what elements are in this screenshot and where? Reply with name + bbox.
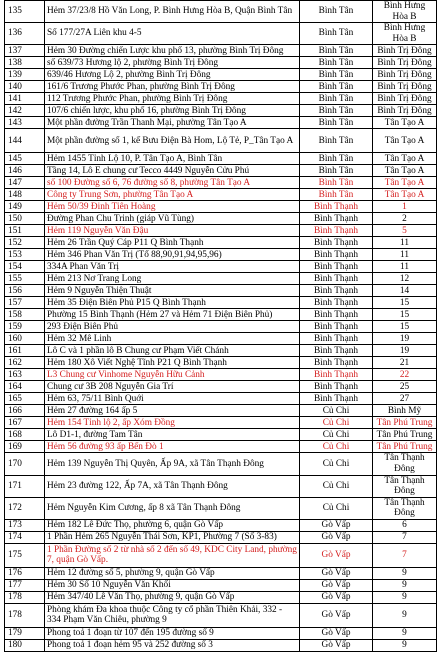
ward-cell: Bình Trị Đông: [373, 81, 437, 93]
table-row: [5, 117, 437, 129]
ward-cell: Bình Trị Đông: [373, 93, 437, 105]
address-cell: số 639/73 Hương lộ 2, phường Bình Trị Đông: [45, 57, 300, 69]
address-cell: Hẻm 35 Điện Biên Phủ P15 Q Bình Thạnh: [45, 297, 300, 309]
row-number-cell: 176: [5, 567, 45, 579]
row-number-cell: 159: [5, 321, 45, 333]
ward-cell: Bình Hưng Hòa B: [373, 1, 437, 23]
address-cell: L3 Chung cư Vinhome Nguyễn Hữu Cảnh: [45, 369, 300, 381]
row-number-cell: 167: [5, 417, 45, 429]
district-cell: Gò Vấp: [300, 603, 373, 627]
address-cell: Hẻm 37/23/8 Hồ Văn Long, P. Bình Hưng Hòa B, Quận Bình Tân: [45, 1, 300, 23]
address-cell: Phòng khám Đa khoa thuộc Công ty cổ phần Thiên Khải, 332 - 334 Phạm Văn Chiêu, phường 9: [45, 603, 300, 627]
row-number-cell: 162: [5, 357, 45, 369]
ward-cell: Tân Tạo A: [373, 117, 437, 129]
district-cell: Bình Thạnh: [300, 333, 373, 345]
address-cell: Hẻm 23 đường 122, Ấp 7A, xã Tân Thạnh Đông: [45, 475, 300, 497]
row-number-cell: 141: [5, 93, 45, 105]
row-number-cell: 149: [5, 201, 45, 213]
table-row: [5, 177, 437, 189]
lockdown-area-table: [4, 0, 437, 652]
address-cell: Phong toả 1 đoạn từ 107 đến 195 đường số 9: [45, 627, 300, 639]
address-cell: 161/6 Trương Phước Phan, phường Bình Trị Đông: [45, 81, 300, 93]
district-cell: Gò Vấp: [300, 591, 373, 603]
ward-cell: Tân Thạnh Đông: [373, 497, 437, 519]
address-cell: Lô C và 1 phần lô B Chung cư Phạm Viết Chánh: [45, 345, 300, 357]
district-cell: Bình Thạnh: [300, 345, 373, 357]
district-cell: Bình Thạnh: [300, 261, 373, 273]
district-cell: Củ Chi: [300, 475, 373, 497]
ward-cell: Tân Thạnh Đông: [373, 453, 437, 475]
row-number-cell: 171: [5, 475, 45, 497]
district-cell: Bình Thạnh: [300, 393, 373, 405]
table-row: [5, 429, 437, 441]
district-cell: Bình Tân: [300, 153, 373, 165]
address-cell: Hẻm 182 Lê Đức Thọ, phường 6, quận Gò Vấp: [45, 519, 300, 531]
ward-cell: 7: [373, 543, 437, 567]
row-number-cell: 135: [5, 1, 45, 23]
district-cell: Gò Vấp: [300, 579, 373, 591]
ward-cell: 2: [373, 213, 437, 225]
table-row: [5, 261, 437, 273]
district-cell: Bình Thạnh: [300, 321, 373, 333]
row-number-cell: 166: [5, 405, 45, 417]
table-row: [5, 69, 437, 81]
ward-cell: 27: [373, 393, 437, 405]
row-number-cell: 148: [5, 189, 45, 201]
address-cell: Số 177/27A Liên khu 4-5: [45, 23, 300, 45]
address-cell: Hẻm Nguyễn Kim Cương, ấp 8 xã Tân Thạnh Đông: [45, 497, 300, 519]
address-cell: Hẻm 213 Nơ Trang Long: [45, 273, 300, 285]
address-cell: Chung cư 3B 208 Nguyễn Gia Trí: [45, 381, 300, 393]
address-cell: Lô D1-1, đường Tam Tân: [45, 429, 300, 441]
row-number-cell: 152: [5, 237, 45, 249]
district-cell: Bình Thạnh: [300, 225, 373, 237]
address-cell: Hẻm 56 đường 93 ấp Bến Đò 1: [45, 441, 300, 453]
table-row: [5, 591, 437, 603]
ward-cell: 11: [373, 261, 437, 273]
row-number-cell: 177: [5, 579, 45, 591]
address-cell: Hẻm 26 Trần Quý Cáp P11 Q Bình Thạnh: [45, 237, 300, 249]
table-row: [5, 189, 437, 201]
district-cell: Bình Thạnh: [300, 213, 373, 225]
table-row: [5, 497, 437, 519]
address-cell: Hẻm 27 đường 164 ấp 5: [45, 405, 300, 417]
table-row: [5, 153, 437, 165]
row-number-cell: 165: [5, 393, 45, 405]
table-row: [5, 1, 437, 23]
row-number-cell: 140: [5, 81, 45, 93]
district-cell: Gò Vấp: [300, 627, 373, 639]
district-cell: Bình Tân: [300, 1, 373, 23]
table-row: [5, 345, 437, 357]
address-cell: Hẻm 63, 75/11 Bình Quới: [45, 393, 300, 405]
table-row: [5, 57, 437, 69]
ward-cell: Tân Thạnh Đông: [373, 475, 437, 497]
ward-cell: 19: [373, 345, 437, 357]
district-cell: Bình Tân: [300, 129, 373, 153]
table-row: [5, 357, 437, 369]
district-cell: Bình Thạnh: [300, 237, 373, 249]
table-row: [5, 23, 437, 45]
ward-cell: 5: [373, 225, 437, 237]
district-cell: Củ Chi: [300, 453, 373, 475]
row-number-cell: 138: [5, 57, 45, 69]
ward-cell: Tân Tạo A: [373, 153, 437, 165]
address-cell: Công ty Trung Sơn, phường Tân Tạo A: [45, 189, 300, 201]
address-cell: Hẻm 180 Xô Viết Nghệ Tĩnh P21 Q Bình Thạnh: [45, 357, 300, 369]
table-row: [5, 273, 437, 285]
row-number-cell: 156: [5, 285, 45, 297]
row-number-cell: 173: [5, 519, 45, 531]
address-cell: Hẻm 30 Số 10 Nguyễn Văn Khối: [45, 579, 300, 591]
district-cell: Củ Chi: [300, 497, 373, 519]
table-row: [5, 81, 437, 93]
district-cell: Bình Tân: [300, 189, 373, 201]
district-cell: Bình Thạnh: [300, 201, 373, 213]
table-row: [5, 297, 437, 309]
table-row: [5, 165, 437, 177]
row-number-cell: 146: [5, 165, 45, 177]
row-number-cell: 178: [5, 591, 45, 603]
table-row: [5, 639, 437, 651]
row-number-cell: 151: [5, 225, 45, 237]
ward-cell: 22: [373, 369, 437, 381]
row-number-cell: 172: [5, 497, 45, 519]
district-cell: Bình Thạnh: [300, 285, 373, 297]
ward-cell: 7: [373, 531, 437, 543]
ward-cell: Tân Tạo A: [373, 189, 437, 201]
address-cell: Hẻm 32 Mê Linh: [45, 333, 300, 345]
table-row: [5, 321, 437, 333]
row-number-cell: 150: [5, 213, 45, 225]
row-number-cell: 178: [5, 603, 45, 627]
ward-cell: Bình Trị Đông: [373, 57, 437, 69]
ward-cell: Tân Tạo A: [373, 129, 437, 153]
row-number-cell: 174: [5, 531, 45, 543]
row-number-cell: 157: [5, 297, 45, 309]
district-cell: Bình Thạnh: [300, 273, 373, 285]
table-row: [5, 309, 437, 321]
district-cell: Bình Tân: [300, 45, 373, 57]
ward-cell: 19: [373, 333, 437, 345]
district-cell: Bình Tân: [300, 93, 373, 105]
ward-cell: 9: [373, 567, 437, 579]
table-row: [5, 441, 437, 453]
ward-cell: 9: [373, 579, 437, 591]
district-cell: Bình Thạnh: [300, 297, 373, 309]
ward-cell: Tân Phú Trung: [373, 429, 437, 441]
address-cell: Hẻm 30 Đường chiến Lược khu phố 13, phường Bình Trị Đông: [45, 45, 300, 57]
table-row: [5, 213, 437, 225]
ward-cell: 1: [373, 201, 437, 213]
address-cell: 107/6 chiến lược, khu phố 16, phường Bình Trị Đông: [45, 105, 300, 117]
district-cell: Bình Tân: [300, 177, 373, 189]
district-cell: Củ Chi: [300, 429, 373, 441]
ward-cell: 9: [373, 591, 437, 603]
row-number-cell: 180: [5, 639, 45, 651]
row-number-cell: 147: [5, 177, 45, 189]
row-number-cell: 139: [5, 69, 45, 81]
ward-cell: 9: [373, 639, 437, 651]
district-cell: Củ Chi: [300, 441, 373, 453]
table-row: [5, 519, 437, 531]
district-cell: Gò Vấp: [300, 543, 373, 567]
row-number-cell: 158: [5, 309, 45, 321]
address-cell: Hẻm 9 Nguyễn Thiện Thuật: [45, 285, 300, 297]
address-cell: 1 Phần Hẻm 265 Nguyễn Thái Sơn, KP1, Phường 7 (Số 3-83): [45, 531, 300, 543]
table-row: [5, 453, 437, 475]
address-cell: Hẻm 1455 Tỉnh Lộ 10, P. Tân Tạo A, Bình Tân: [45, 153, 300, 165]
address-cell: Đường Phan Chu Trinh (giáp Vũ Tùng): [45, 213, 300, 225]
address-cell: Hẻm 12 đường số 5, phường 9, quận Gò Vấp: [45, 567, 300, 579]
table-row: [5, 201, 437, 213]
ward-cell: Tân Phú Trung: [373, 417, 437, 429]
address-cell: Hẻm 346 Phan Văn Trị (Tổ 88,90,91,94,95,96): [45, 249, 300, 261]
row-number-cell: 153: [5, 249, 45, 261]
district-cell: Bình Thạnh: [300, 309, 373, 321]
address-cell: Hẻm 154 Tỉnh lộ 2, ấp Xóm Đồng: [45, 417, 300, 429]
address-cell: số 100 Đường số 6, 76 đường số 8, phường Tân Tạo A: [45, 177, 300, 189]
row-number-cell: 169: [5, 441, 45, 453]
district-cell: Bình Tân: [300, 117, 373, 129]
ward-cell: 11: [373, 249, 437, 261]
district-cell: Bình Thạnh: [300, 369, 373, 381]
ward-cell: Bình Trị Đông: [373, 45, 437, 57]
ward-cell: 15: [373, 297, 437, 309]
row-number-cell: 142: [5, 105, 45, 117]
row-number-cell: 163: [5, 369, 45, 381]
table-row: [5, 285, 437, 297]
ward-cell: Bình Trị Đông: [373, 69, 437, 81]
district-cell: Gò Vấp: [300, 519, 373, 531]
address-cell: Một phần đường số 1, kế Bưu Điện Bà Hom, Lộ Tẻ, P_Tân Tạo A: [45, 129, 300, 153]
table-row: [5, 333, 437, 345]
row-number-cell: 155: [5, 273, 45, 285]
district-cell: Bình Tân: [300, 23, 373, 45]
row-number-cell: 179: [5, 627, 45, 639]
row-number-cell: 143: [5, 117, 45, 129]
address-cell: 293 Điện Biên Phủ: [45, 321, 300, 333]
address-cell: Tầng 14, Lô E chung cư Tecco 4449 Nguyễn Cửu Phú: [45, 165, 300, 177]
table-row: [5, 405, 437, 417]
address-cell: Hẻm 139 Nguyễn Thị Quyên, Ấp 9A, xã Tân Thạnh Đông: [45, 453, 300, 475]
table-row: [5, 417, 437, 429]
row-number-cell: 144: [5, 129, 45, 153]
address-cell: Một phần đường Trần Thanh Mại, phường Tân Tạo A: [45, 117, 300, 129]
district-cell: Bình Tân: [300, 69, 373, 81]
address-cell: Phong toả 1 đoạn hẻm 95 và 252 đường số 3: [45, 639, 300, 651]
table-body: [5, 1, 437, 652]
district-cell: Củ Chi: [300, 405, 373, 417]
table-row: [5, 543, 437, 567]
table-row: [5, 603, 437, 627]
table-row: [5, 381, 437, 393]
table-row: [5, 129, 437, 153]
table-row: [5, 627, 437, 639]
ward-cell: 15: [373, 309, 437, 321]
table-row: [5, 369, 437, 381]
ward-cell: 25: [373, 381, 437, 393]
table-row: [5, 475, 437, 497]
address-cell: 112 Trương Phước Phan, phường Bình Trị Đông: [45, 93, 300, 105]
ward-cell: 15: [373, 321, 437, 333]
row-number-cell: 160: [5, 333, 45, 345]
ward-cell: Tân Tạo A: [373, 165, 437, 177]
address-cell: Hẻm 50/39 Đinh Tiên Hoàng: [45, 201, 300, 213]
ward-cell: Bình Trị Đông: [373, 105, 437, 117]
district-cell: Củ Chi: [300, 417, 373, 429]
ward-cell: 21: [373, 357, 437, 369]
district-cell: Bình Tân: [300, 81, 373, 93]
address-cell: Phường 15 Bình Thạnh (Hẻm 27 và Hẻm 71 Điện Biên Phủ): [45, 309, 300, 321]
ward-cell: Tân Phú Trung: [373, 441, 437, 453]
address-cell: Hẻm 119 Nguyễn Văn Đậu: [45, 225, 300, 237]
row-number-cell: 161: [5, 345, 45, 357]
ward-cell: Tân Tạo A: [373, 177, 437, 189]
district-cell: Bình Thạnh: [300, 381, 373, 393]
table-row: [5, 105, 437, 117]
ward-cell: 6: [373, 519, 437, 531]
ward-cell: 9: [373, 603, 437, 627]
ward-cell: 9: [373, 627, 437, 639]
row-number-cell: 164: [5, 381, 45, 393]
district-cell: Bình Tân: [300, 165, 373, 177]
ward-cell: 11: [373, 237, 437, 249]
ward-cell: 12: [373, 273, 437, 285]
table-row: [5, 225, 437, 237]
address-cell: Hẻm 347/40 Lê Văn Thọ, phường 9, quận Gò Vấp: [45, 591, 300, 603]
address-cell: 1 Phần Đường số 2 từ nhà số 2 đến số 49, KDC City Land, phường 7, quận Gò Vấp.: [45, 543, 300, 567]
row-number-cell: 136: [5, 23, 45, 45]
district-cell: Bình Thạnh: [300, 249, 373, 261]
district-cell: Bình Tân: [300, 57, 373, 69]
row-number-cell: 145: [5, 153, 45, 165]
district-cell: Gò Vấp: [300, 531, 373, 543]
address-cell: 334A Phan Văn Trị: [45, 261, 300, 273]
district-cell: Gò Vấp: [300, 639, 373, 651]
table-row: [5, 531, 437, 543]
table-row: [5, 393, 437, 405]
table-row: [5, 93, 437, 105]
table-row: [5, 237, 437, 249]
ward-cell: Bình Hưng Hòa B: [373, 23, 437, 45]
table-row: [5, 567, 437, 579]
table-row: [5, 45, 437, 57]
ward-cell: Bình Mỹ: [373, 405, 437, 417]
row-number-cell: 137: [5, 45, 45, 57]
row-number-cell: 170: [5, 453, 45, 475]
row-number-cell: 154: [5, 261, 45, 273]
table-row: [5, 249, 437, 261]
row-number-cell: 175: [5, 543, 45, 567]
district-cell: Gò Vấp: [300, 567, 373, 579]
row-number-cell: 168: [5, 429, 45, 441]
district-cell: Bình Tân: [300, 105, 373, 117]
address-cell: 639/46 Hương Lộ 2, phường Bình Trị Đông: [45, 69, 300, 81]
district-cell: Bình Thạnh: [300, 357, 373, 369]
ward-cell: 14: [373, 285, 437, 297]
table-row: [5, 579, 437, 591]
